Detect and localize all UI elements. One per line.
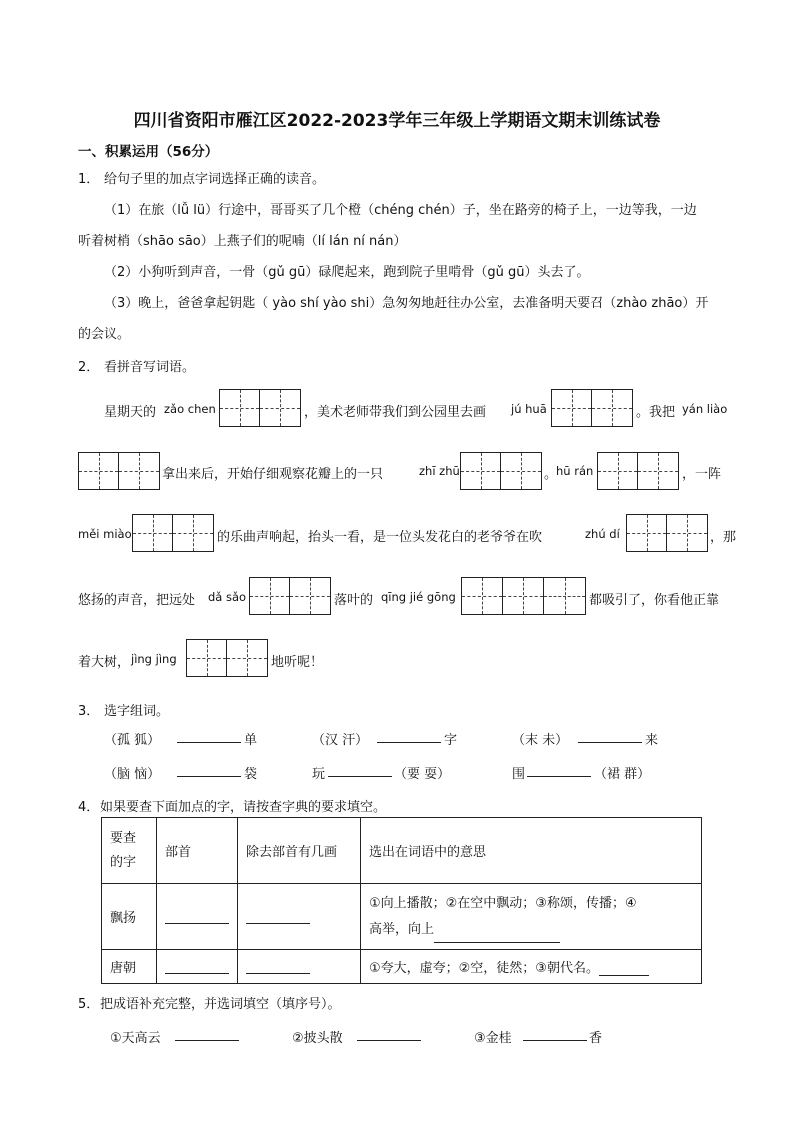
q3-choice-6: （裙 群） (594, 767, 651, 782)
q2-answer-box-9[interactable] (461, 577, 586, 615)
q5-idiom-2: ②披头散 (292, 1031, 343, 1046)
table-row (102, 950, 702, 984)
q3-blank-3[interactable] (578, 728, 642, 743)
row1-radical-cell (157, 884, 238, 950)
q3-blank-2[interactable] (377, 728, 441, 743)
row1-meaning-line-1: ①向上播散；②在空中飘动；③称颂，传播；④ (369, 895, 637, 911)
q3-suffix-1: 单 (244, 733, 258, 748)
table-header-row (102, 818, 702, 884)
row2-meaning-text: ①夸大，虚夸；②空，徒然；③朝代名。 (369, 961, 599, 976)
q2-pinyin-2: jú huā (511, 402, 547, 416)
q2-answer-box-5[interactable] (597, 452, 679, 490)
q2-pinyin-3: yán liào (682, 402, 728, 416)
question-1-sentence-1b: 听着树梢（shāo sāo）上燕子们的呢喃（lí lán ní nán） (78, 234, 407, 249)
section-heading: 一、积累运用（56分） (78, 144, 219, 160)
q3-prefix-5: 玩 (312, 767, 326, 782)
question-3-prompt: 选字组词。 (104, 704, 170, 719)
q5-blank-3[interactable] (523, 1026, 587, 1041)
q3-blank-5[interactable] (328, 762, 392, 777)
question-4-prompt: 如果要查下面加点的字，请按查字典的要求填空。 (100, 800, 387, 815)
row2-meaning-cell (361, 950, 702, 984)
q3-suffix-3: 来 (645, 733, 659, 748)
q3-blank-1[interactable] (177, 728, 241, 743)
q3-choice-3: （末 未） (512, 733, 569, 748)
q2-pinyin-10: jìng jìng (131, 652, 177, 666)
q2-text-8: ，那 (710, 530, 737, 545)
header-cell-word (102, 818, 157, 884)
q5-blank-2[interactable] (357, 1026, 421, 1041)
q2-text-6: ，一阵 (682, 467, 722, 482)
row1-radical-blank[interactable] (165, 909, 229, 924)
row1-meaning-blank[interactable] (434, 928, 560, 943)
row1-strokes-cell (238, 884, 361, 950)
header-cell-strokes: 除去部首有几画 (238, 818, 361, 884)
question-1-sentence-3b: 的会议。 (78, 327, 131, 342)
row2-radical-blank[interactable] (165, 959, 229, 974)
question-5-number: 5． (78, 997, 100, 1012)
q2-answer-box-1[interactable] (219, 389, 301, 427)
row2-strokes-cell (238, 950, 361, 984)
q3-choice-2: （汉 汗） (312, 733, 369, 748)
header-word-line-1: 要查 (110, 830, 137, 846)
question-1-sentence-1a: （1）在旅（lǚ lü）行途中，哥哥买了几个橙（chéng chén）子，坐在路旁的椅子上，一边等我，一边 (104, 203, 697, 218)
q5-idiom-3: ③金桂 (474, 1031, 512, 1046)
row2-meaning-blank[interactable] (599, 961, 649, 976)
q5-idiom-1: ①天高云 (110, 1031, 161, 1046)
question-1-number: 1． (78, 172, 100, 187)
q2-pinyin-4: zhī zhū (419, 464, 460, 478)
q2-pinyin-5: hū rán (556, 464, 594, 478)
q5-idiom-3-suffix: 香 (589, 1031, 603, 1046)
q2-answer-box-3[interactable] (78, 452, 160, 490)
question-2-number: 2． (78, 360, 100, 375)
q2-text-11: 都吸引了，你看他正靠 (589, 593, 720, 608)
question-1-sentence-3a: （3）晚上，爸爸拿起钥匙（ yào shí yào shi）急匆匆地赶往办公室，去准备明天要召（zhào zhāo）开 (104, 296, 709, 311)
header-cell-radical: 部首 (157, 818, 238, 884)
row1-meaning-cell (361, 884, 702, 950)
q2-pinyin-1: zǎo chen (164, 402, 216, 416)
q2-answer-box-7[interactable] (626, 514, 708, 552)
row1-meaning-line-2 (369, 917, 693, 943)
row2-strokes-blank[interactable] (246, 959, 310, 974)
q2-text-1: 星期天的 (104, 405, 157, 420)
question-3-number: 3． (78, 704, 100, 719)
q3-blank-6[interactable] (527, 762, 591, 777)
q2-text-12: 着大树， (78, 655, 131, 670)
question-1-prompt: 给句子里的加点字词选择正确的读音。 (104, 172, 326, 187)
q2-answer-box-4[interactable] (460, 452, 542, 490)
q2-text-9: 悠扬的声音，把远处 (78, 593, 196, 608)
question-2-prompt: 看拼音写词语。 (104, 360, 196, 375)
q2-text-10: 落叶的 (334, 593, 374, 608)
q2-pinyin-9: qīng jié gōng (381, 590, 456, 604)
q2-answer-box-10[interactable] (186, 639, 268, 677)
row1-strokes-blank[interactable] (246, 909, 310, 924)
dictionary-table (101, 817, 702, 984)
question-4-number: 4． (78, 800, 100, 815)
q2-pinyin-6: měi miào (78, 527, 132, 541)
q2-answer-box-2[interactable] (551, 389, 633, 427)
q2-answer-box-8[interactable] (249, 577, 331, 615)
q2-text-4: 拿出来后，开始仔细观察花瓣上的一只 (162, 467, 384, 482)
q2-text-3: 。我把 (636, 405, 676, 420)
q2-pinyin-8: dǎ sǎo (208, 590, 247, 604)
q3-blank-4[interactable] (177, 762, 241, 777)
q2-pinyin-7: zhú dí (585, 527, 620, 541)
q2-text-2: ，美术老师带我们到公园里去画 (304, 405, 487, 420)
q5-blank-1[interactable] (175, 1026, 239, 1041)
page-title: 四川省资阳市雁江区2022-2023学年三年级上学期语文期末训练试卷 (133, 111, 661, 131)
q3-choice-1: （孤 狐） (104, 733, 161, 748)
row2-radical-cell (157, 950, 238, 984)
q2-text-13: 地听呢！ (271, 655, 324, 670)
q3-suffix-2: 字 (444, 733, 458, 748)
question-5-prompt: 把成语补充完整，并选词填空（填序号）。 (100, 997, 341, 1012)
header-word-line-2: 的字 (110, 854, 137, 870)
q2-answer-box-6[interactable] (132, 514, 214, 552)
header-cell-meaning: 选出在词语中的意思 (361, 818, 702, 884)
q3-prefix-6: 围 (512, 767, 526, 782)
row2-word: 唐朝 (102, 950, 157, 984)
q3-suffix-4: 袋 (244, 767, 258, 782)
question-1-sentence-2: （2）小狗听到声音，一骨（gǔ gū）碌爬起来，跑到院子里啃骨（gǔ gū）头去了。 (104, 265, 590, 280)
q2-text-7: 的乐曲声响起，抬头一看，是一位头发花白的老爷爷在吹 (217, 530, 543, 545)
q3-choice-5: （要 耍） (394, 767, 451, 782)
q3-choice-4: （脑 恼） (104, 767, 161, 782)
row1-word: 飘扬 (102, 884, 157, 950)
table-row (102, 884, 702, 950)
row1-meaning-text-2: 高举，向上 (369, 921, 435, 937)
q2-text-5: 。 (544, 467, 558, 482)
